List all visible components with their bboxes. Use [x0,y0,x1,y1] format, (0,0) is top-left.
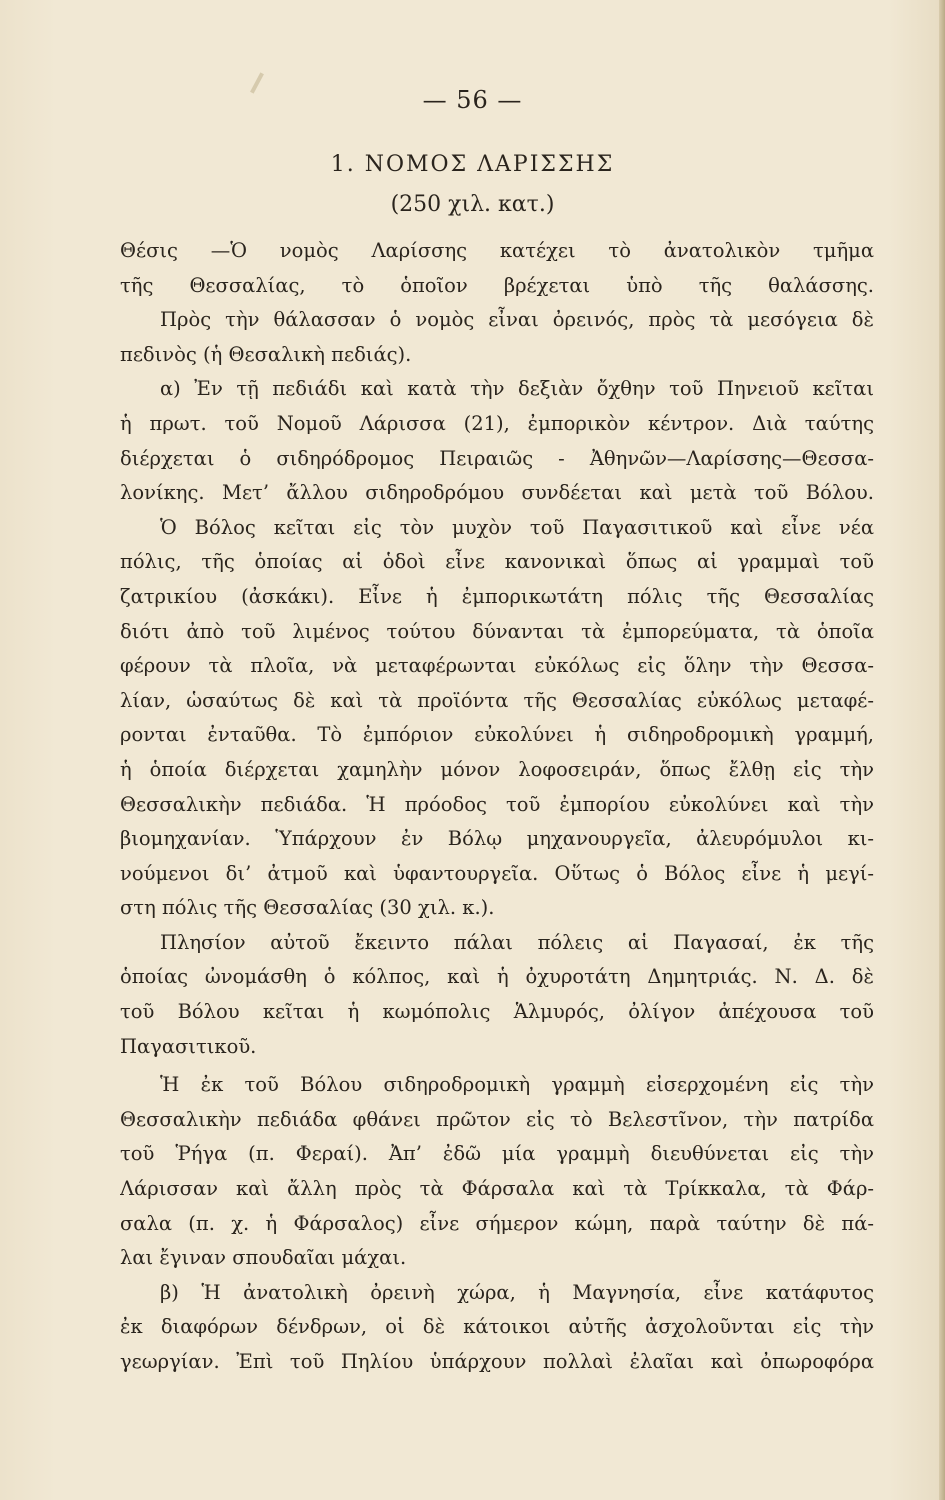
text-line: ἡ πρωτ. τοῦ Νομοῦ Λάρισσα (21), ἐμπορικὸν κέντρον. Διὰ ταύτης [120,411,874,435]
text-line: φέρουν τὰ πλοῖα, νὰ μεταφέρωνται εὐκόλως εἰς ὅλην τὴν Θεσσα- [120,654,874,678]
text-line: βιομηχανίαν. Ὑπάρχουν ἐν Βόλῳ μηχανουργεῖα, ἀλευρόμυλοι κι- [120,827,874,851]
text-line: Λάρισσαν καὶ ἄλλη πρὸς τὰ Φάρσαλα καὶ τὰ Τρίκκαλα, τὰ Φάρ- [120,1177,874,1201]
text-line: λίαν, ὡσαύτως δὲ καὶ τὰ προϊόντα τῆς Θεσσαλίας εὐκόλως μεταφέ- [120,688,874,712]
text-line: Ὁ Βόλος κεῖται εἰς τὸν μυχὸν τοῦ Παγασιτικοῦ καὶ εἶνε νέα [160,515,874,539]
text-line: ἡ ὁποία διέρχεται χαμηλὴν μόνον λοφοσειράν, ὅπως ἔλθῃ εἰς τὴν [120,757,874,781]
text-line: Παγασιτικοῦ. [120,1034,257,1058]
page-number: — 56 — [422,86,523,114]
text-line: Ἡ ἐκ τοῦ Βόλου σιδηροδρομικὴ γραμμὴ εἰσερχομένη εἰς τὴν [160,1073,874,1097]
section-subheading: (250 χιλ. κατ.) [390,192,555,217]
text-line: ρονται ἐνταῦθα. Τὸ ἐμπόριον εὐκολύνει ἡ σιδηροδρομικὴ γραμμή, [120,723,874,747]
text-line: Πρὸς τὴν θάλασσαν ὁ νομὸς εἶναι ὀρεινός, πρὸς τὰ μεσόγεια δὲ [160,308,874,332]
text-line: Θεσσαλικὴν πεδιάδα. Ἡ πρόοδος τοῦ ἐμπορίου εὐκολύνει καὶ τὴν [120,792,874,816]
text-line: Πλησίον αὐτοῦ ἔκειντο πάλαι πόλεις αἱ Παγασαί, ἐκ τῆς [160,930,874,954]
text-line: λονίκης. Μετ’ ἄλλου σιδηροδρόμου συνδέεται καὶ μετὰ τοῦ Βόλου. [120,481,874,505]
text-line: τῆς Θεσσαλίας, τὸ ὁποῖον βρέχεται ὑπὸ τῆς θαλάσσης. [120,273,874,297]
text-line: ὁποίας ὠνομάσθη ὁ κόλπος, καὶ ἡ ὀχυροτάτη Δημητριάς. Ν. Δ. δὲ [120,965,874,989]
text-line: Θεσσαλικὴν πεδιάδα φθάνει πρῶτον εἰς τὸ Βελεστῖνον, τὴν πατρίδα [120,1107,874,1131]
body-text [120,234,874,1380]
text-line: ζατρικίου (ἀσκάκι). Εἶνε ἡ ἐμπορικωτάτη πόλις τῆς Θεσσαλίας [120,584,874,608]
text-line: τοῦ Βόλου κεῖται ἡ κωμόπολις Ἁλμυρός, ὀλίγον ἀπέχουσα τοῦ [120,1000,874,1024]
text-line: α) Ἐν τῇ πεδιάδι καὶ κατὰ τὴν δεξιὰν ὄχθην τοῦ Πηνειοῦ κεῖται [160,377,874,401]
text-line: διέρχεται ὁ σιδηρόδρομος Πειραιῶς - Ἀθηνῶν—Λαρίσσης—Θεσσα- [120,446,874,470]
text-line: πόλις, τῆς ὁποίας αἱ ὁδοὶ εἶνε κανονικαὶ ὅπως αἱ γραμμαὶ τοῦ [120,550,874,574]
text-line: διότι ἀπὸ τοῦ λιμένος τούτου δύνανται τὰ ἐμπορεύματα, τὰ ὁποῖα [120,619,874,643]
text-line: νούμενοι δι’ ἀτμοῦ καὶ ὑφαντουργεῖα. Οὕτως ὁ Βόλος εἶνε ἡ μεγί- [120,861,874,885]
text-line: β) Ἡ ἀνατολικὴ ὀρεινὴ χώρα, ἡ Μαγνησία, εἶνε κατάφυτος [160,1280,874,1304]
text-line: γεωργίαν. Ἐπὶ τοῦ Πηλίου ὑπάρχουν πολλαὶ ἐλαῖαι καὶ ὀπωροφόρα [120,1350,874,1373]
text-line: στη πόλις τῆς Θεσσαλίας (30 χιλ. κ.). [120,896,495,920]
text-line: τοῦ Ῥήγα (π. Φεραί). Ἀπ’ ἐδῶ μία γραμμὴ διευθύνεται εἰς τὴν [120,1142,874,1166]
text-line: πεδινὸς (ἡ Θεσαλικὴ πεδιάς). [120,342,412,366]
text-line: λαι ἔγιναν σπουδαῖαι μάχαι. [120,1246,407,1270]
section-heading: 1. ΝΟΜΟΣ ΛΑΡΙΣΣΗΣ [330,152,615,177]
page-edge [939,0,945,1500]
text-line: Θέσις —Ὁ νομὸς Λαρίσσης κατέχει τὸ ἀνατολικὸν τμῆμα [120,239,874,262]
text-line: ἐκ διαφόρων δένδρων, οἱ δὲ κάτοικοι αὐτῆς ἀσχολοῦνται εἰς τὴν [120,1315,874,1339]
text-line: σαλα (π. χ. ἡ Φάρσαλος) εἶνε σήμερον κώμη, παρὰ ταύτην δὲ πά- [120,1211,874,1235]
